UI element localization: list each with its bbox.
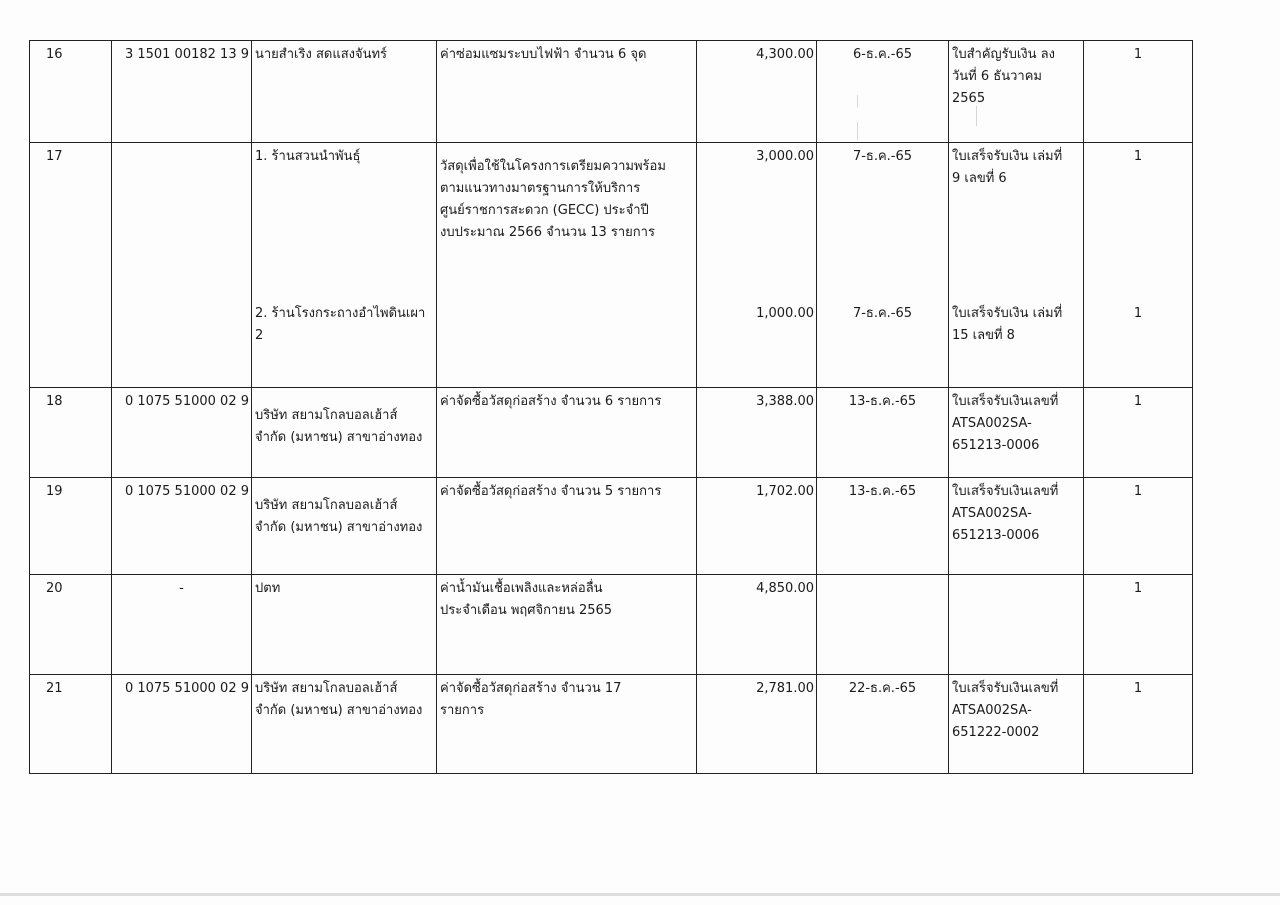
amount: 1,000.00 <box>697 300 817 388</box>
expense-ledger-table <box>29 40 1193 774</box>
evidence-line: ใบเสร็จรับเงินเลขที่ <box>952 681 1059 696</box>
row-number: 18 <box>30 388 112 478</box>
evidence <box>949 575 1084 675</box>
description: ค่าซ่อมแซมระบบไฟฟ้า จำนวน 6 จุด <box>437 41 697 143</box>
payee <box>252 300 437 388</box>
description-line: ศูนย์ราชการสะดวก (GECC) ประจำปี <box>440 203 649 218</box>
evidence <box>949 300 1084 388</box>
date: 7-ธ.ค.-65 <box>817 300 949 388</box>
quantity: 1 <box>1084 41 1193 143</box>
date: 6-ธ.ค.-65 <box>817 41 949 143</box>
amount: 1,702.00 <box>697 478 817 575</box>
description-line: รายการ <box>440 703 485 718</box>
payee-line: บริษัท สยามโกลบอลเฮ้าส์ <box>255 681 398 696</box>
table-row <box>30 143 1193 300</box>
date: 22-ธ.ค.-65 <box>817 675 949 774</box>
quantity: 1 <box>1084 300 1193 388</box>
payee <box>252 478 437 575</box>
evidence-line: ใบสำคัญรับเงิน ลง <box>952 47 1055 62</box>
payee-line: บริษัท สยามโกลบอลเฮ้าส์ <box>255 498 398 513</box>
evidence <box>949 41 1084 143</box>
description-line: วัสดุเพื่อใช้ในโครงการเตรียมความพร้อม <box>440 159 666 174</box>
amount: 2,781.00 <box>697 675 817 774</box>
evidence-line: ใบเสร็จรับเงินเลขที่ <box>952 484 1059 499</box>
description <box>437 143 697 300</box>
row-number: 17 <box>30 143 112 388</box>
description-line: งบประมาณ 2566 จำนวน 13 รายการ <box>440 225 655 240</box>
payee-line: จำกัด (มหาชน) สาขาอ่างทอง <box>255 520 423 535</box>
date <box>817 575 949 675</box>
row-number: 19 <box>30 478 112 575</box>
scan-speck <box>857 122 858 140</box>
evidence-line: วันที่ 6 ธันวาคม <box>952 69 1042 84</box>
evidence-line: ATSA002SA- <box>952 506 1032 521</box>
evidence-line: ใบเสร็จรับเงินเลขที่ <box>952 394 1059 409</box>
description <box>437 575 697 675</box>
table-row <box>30 675 1193 774</box>
tax-id: - <box>112 575 252 675</box>
evidence-line: ATSA002SA- <box>952 416 1032 431</box>
row-number: 16 <box>30 41 112 143</box>
evidence-line: 15 เลขที่ 8 <box>952 327 1015 343</box>
quantity: 1 <box>1084 575 1193 675</box>
quantity: 1 <box>1084 478 1193 575</box>
evidence <box>949 388 1084 478</box>
quantity: 1 <box>1084 675 1193 774</box>
page-bottom-edge <box>0 893 1280 896</box>
evidence-line: 651213-0006 <box>952 438 1040 453</box>
description-empty <box>437 300 697 388</box>
table-row <box>30 41 1193 143</box>
tax-id: 3 1501 00182 13 9 <box>112 41 252 143</box>
scan-speck <box>857 95 858 107</box>
tax-id: 0 1075 51000 02 9 <box>112 675 252 774</box>
amount: 4,300.00 <box>697 41 817 143</box>
evidence <box>949 478 1084 575</box>
amount: 3,388.00 <box>697 388 817 478</box>
date: 13-ธ.ค.-65 <box>817 478 949 575</box>
description-line: ค่าจัดซื้อวัสดุก่อสร้าง จำนวน 17 <box>440 681 622 696</box>
description <box>437 675 697 774</box>
payee <box>252 388 437 478</box>
description-line: ตามแนวทางมาตรฐานการให้บริการ <box>440 181 641 196</box>
payee: 1. ร้านสวนนำพันธุ์ <box>252 143 437 300</box>
scan-speck <box>976 106 977 126</box>
payee: นายสำเริง สดแสงจันทร์ <box>252 41 437 143</box>
payee-line: จำกัด (มหาชน) สาขาอ่างทอง <box>255 703 423 718</box>
tax-id: 0 1075 51000 02 9 <box>112 478 252 575</box>
evidence-line: 651222-0002 <box>952 725 1040 740</box>
row-number: 21 <box>30 675 112 774</box>
evidence <box>949 143 1084 300</box>
date: 7-ธ.ค.-65 <box>817 143 949 300</box>
description: ค่าจัดซื้อวัสดุก่อสร้าง จำนวน 5 รายการ <box>437 478 697 575</box>
evidence-line: ATSA002SA- <box>952 703 1032 718</box>
payee <box>252 675 437 774</box>
payee: ปตท <box>252 575 437 675</box>
table-row <box>30 575 1193 675</box>
evidence-line: 651213-0006 <box>952 528 1040 543</box>
table-row <box>30 478 1193 575</box>
evidence <box>949 675 1084 774</box>
evidence-line: 2565 <box>952 91 986 106</box>
amount: 3,000.00 <box>697 143 817 300</box>
payee-line: บริษัท สยามโกลบอลเฮ้าส์ <box>255 408 398 423</box>
tax-id <box>112 143 252 388</box>
description-line: ค่าน้ำมันเชื้อเพลิงและหล่อลื่น <box>440 581 603 596</box>
payee-line: 2. ร้านโรงกระถางอำไพดินเผา <box>255 305 426 321</box>
description-line: ประจำเดือน พฤศจิกายน 2565 <box>440 603 613 618</box>
payee-line: 2 <box>255 327 264 343</box>
evidence-line: ใบเสร็จรับเงิน เล่มที่ <box>952 149 1063 164</box>
amount: 4,850.00 <box>697 575 817 675</box>
description: ค่าจัดซื้อวัสดุก่อสร้าง จำนวน 6 รายการ <box>437 388 697 478</box>
tax-id: 0 1075 51000 02 9 <box>112 388 252 478</box>
evidence-line: ใบเสร็จรับเงิน เล่มที่ <box>952 305 1063 321</box>
payee-line: จำกัด (มหาชน) สาขาอ่างทอง <box>255 430 423 445</box>
quantity: 1 <box>1084 143 1193 300</box>
date: 13-ธ.ค.-65 <box>817 388 949 478</box>
table-row <box>30 388 1193 478</box>
row-number: 20 <box>30 575 112 675</box>
quantity: 1 <box>1084 388 1193 478</box>
evidence-line: 9 เลขที่ 6 <box>952 171 1007 186</box>
